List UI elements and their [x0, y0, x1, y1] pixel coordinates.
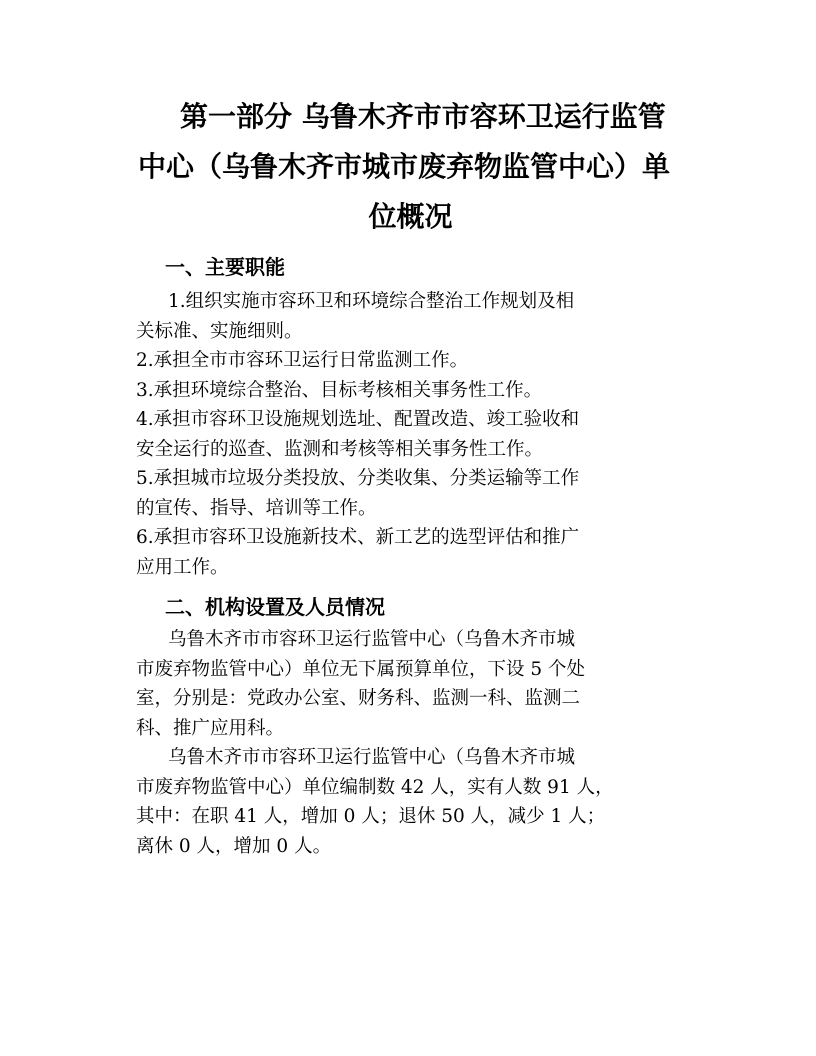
title-line-2: 中心（乌鲁木齐市城市废弃物监管中心）单	[138, 150, 671, 183]
paragraph-line: 乌鲁木齐市市容环卫运行监管中心（乌鲁木齐市城	[168, 747, 576, 768]
section-heading-main-functions: 一、主要职能	[165, 255, 285, 279]
section-organization-staffing-body	[136, 625, 688, 861]
paragraph-line: 乌鲁木齐市市容环卫运行监管中心（乌鲁木齐市城	[168, 629, 576, 650]
section-main-functions-body	[136, 287, 688, 582]
paragraph-line: 1.组织实施市容环卫和环境综合整治工作规划及相	[168, 291, 575, 312]
paragraph-line: 5.承担城市垃圾分类投放、分类收集、分类运输等工作	[136, 468, 580, 489]
paragraph-line: 3.承担环境综合整治、目标考核相关事务性工作。	[136, 379, 543, 401]
paragraph-line: 6.承担市容环卫设施新技术、新工艺的选型评估和推广	[136, 527, 580, 548]
paragraph-line: 市废弃物监管中心）单位无下属预算单位，下设 5 个处	[136, 658, 586, 680]
paragraph-line: 4.承担市容环卫设施规划选址、配置改造、竣工验收和	[136, 409, 580, 430]
paragraph-line: 2.承担全市市容环卫运行日常监测工作。	[136, 350, 469, 371]
paragraph-line: 市废弃物监管中心）单位编制数 42 人，实有人数 91 人，	[136, 776, 614, 798]
paragraph-line: 安全运行的巡查、监测和考核等相关事务性工作。	[136, 438, 544, 460]
paragraph-line: 应用工作。	[136, 556, 229, 578]
title-line-3: 位概况	[368, 200, 453, 233]
paragraph-line: 其中：在职 41 人，增加 0 人；退休 50 人，减少 1 人；	[136, 806, 606, 827]
paragraph-line: 科、推广应用科。	[136, 717, 285, 739]
paragraph-line: 关标准、实施细则。	[136, 320, 303, 342]
section-heading-organization-staffing: 二、机构设置及人员情况	[165, 595, 385, 619]
title-line-1: 第一部分 乌鲁木齐市市容环卫运行监管	[180, 100, 666, 133]
paragraph-line: 的宣传、指导、培训等工作。	[136, 497, 377, 519]
page-title	[138, 92, 683, 242]
paragraph-line: 室，分别是：党政办公室、财务科、监测一科、监测二	[136, 688, 581, 709]
paragraph-line: 离休 0 人，增加 0 人。	[136, 835, 332, 857]
